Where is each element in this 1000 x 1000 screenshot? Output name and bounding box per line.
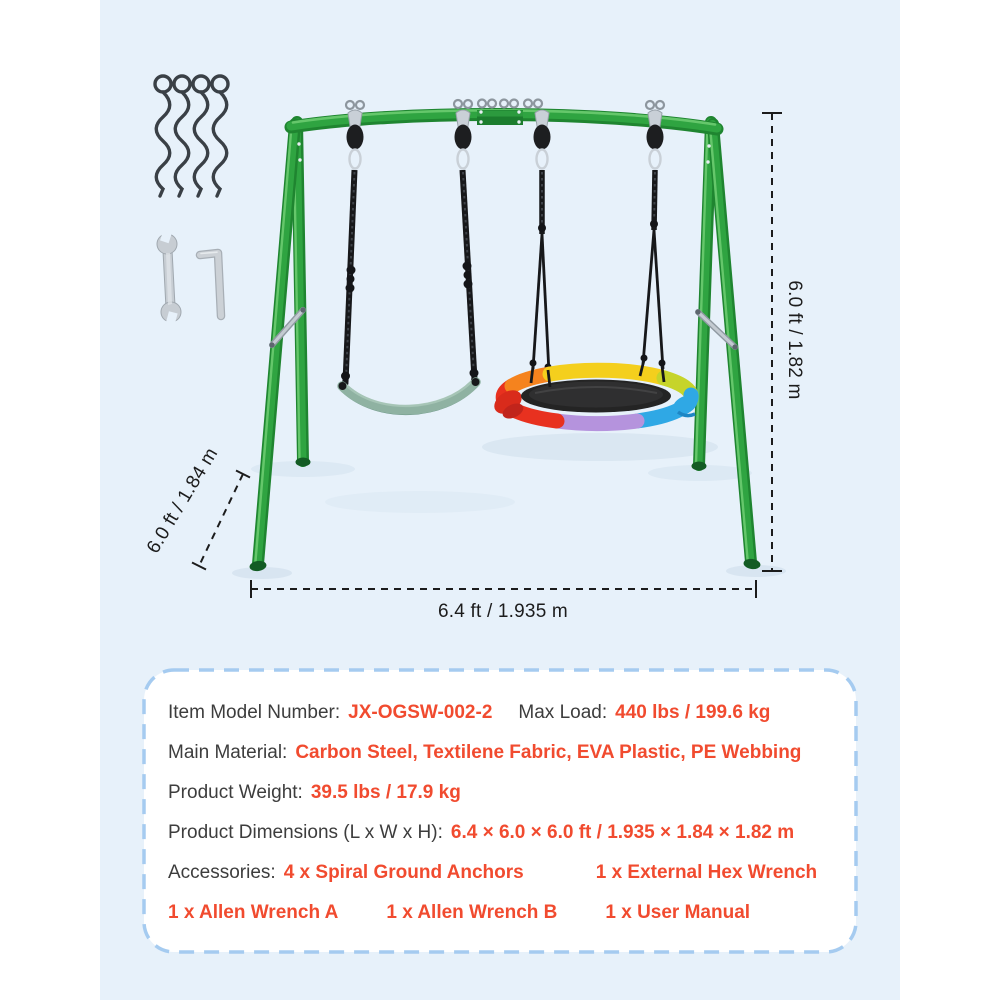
spec-row-material bbox=[168, 733, 832, 773]
spiral-ground-anchors-icon bbox=[155, 76, 228, 196]
spiral-ground-anchor-icon bbox=[155, 76, 171, 196]
saucer-swing bbox=[490, 170, 700, 424]
width-dimension-line bbox=[251, 580, 756, 598]
width-dimension-label: 6.4 ft / 1.935 m bbox=[438, 601, 568, 622]
spiral-ground-anchor-icon bbox=[174, 76, 190, 196]
spec-row-weight bbox=[168, 773, 832, 813]
accessories-hex-wrench: 1 x External Hex Wrench bbox=[595, 862, 818, 883]
accessories-allen-a: 1 x Allen Wrench A bbox=[168, 902, 339, 923]
hanging-rings bbox=[346, 100, 664, 110]
depth-dimension-label: 6.0 ft / 1.84 m bbox=[142, 444, 223, 558]
swing-hanger-icon bbox=[647, 110, 664, 169]
spiral-ground-anchor-icon bbox=[212, 76, 228, 196]
swing-hanger-icon bbox=[347, 110, 364, 169]
spec-box bbox=[142, 668, 858, 954]
accessories-label: Accessories: bbox=[168, 862, 276, 883]
accessories-user-manual: 1 x User Manual bbox=[605, 902, 751, 923]
height-dimension-line bbox=[762, 113, 782, 571]
swing-hanger-icon bbox=[455, 110, 472, 169]
belt-swing bbox=[339, 170, 480, 413]
material-label: Main Material: bbox=[168, 742, 288, 763]
item-model-label: Item Model Number: bbox=[168, 702, 341, 723]
max-load-label: Max Load: bbox=[518, 702, 608, 723]
allen-wrench-icon bbox=[200, 252, 221, 316]
spec-row-accessories-2 bbox=[168, 893, 832, 933]
height-dimension-label: 6.0 ft / 1.82 m bbox=[784, 280, 805, 400]
dimensions-value: 6.4 × 6.0 × 6.0 ft / 1.935 × 1.84 × 1.82 m bbox=[450, 822, 795, 843]
spec-row-dimensions bbox=[168, 813, 832, 853]
accessories-anchors: 4 x Spiral Ground Anchors bbox=[283, 862, 524, 883]
accessories-allen-b: 1 x Allen Wrench B bbox=[386, 902, 558, 923]
dimensions-label: Product Dimensions (L x W x H): bbox=[168, 822, 443, 843]
open-end-wrench-icon bbox=[157, 227, 181, 327]
spec-rows bbox=[142, 668, 858, 954]
material-value: Carbon Steel, Textilene Fabric, EVA Plastic, PE Webbing bbox=[295, 742, 802, 763]
weight-label: Product Weight: bbox=[168, 782, 303, 803]
weight-value: 39.5 lbs / 17.9 kg bbox=[310, 782, 461, 803]
belt-seat bbox=[339, 378, 480, 413]
max-load-value: 440 lbs / 199.6 kg bbox=[615, 702, 771, 723]
spiral-ground-anchor-icon bbox=[193, 76, 209, 196]
spec-row-model-load bbox=[168, 693, 832, 733]
swing-hanger-icon bbox=[534, 110, 551, 169]
item-model-value: JX-OGSW-002-2 bbox=[348, 702, 493, 723]
spec-row-accessories-1 bbox=[168, 853, 832, 893]
